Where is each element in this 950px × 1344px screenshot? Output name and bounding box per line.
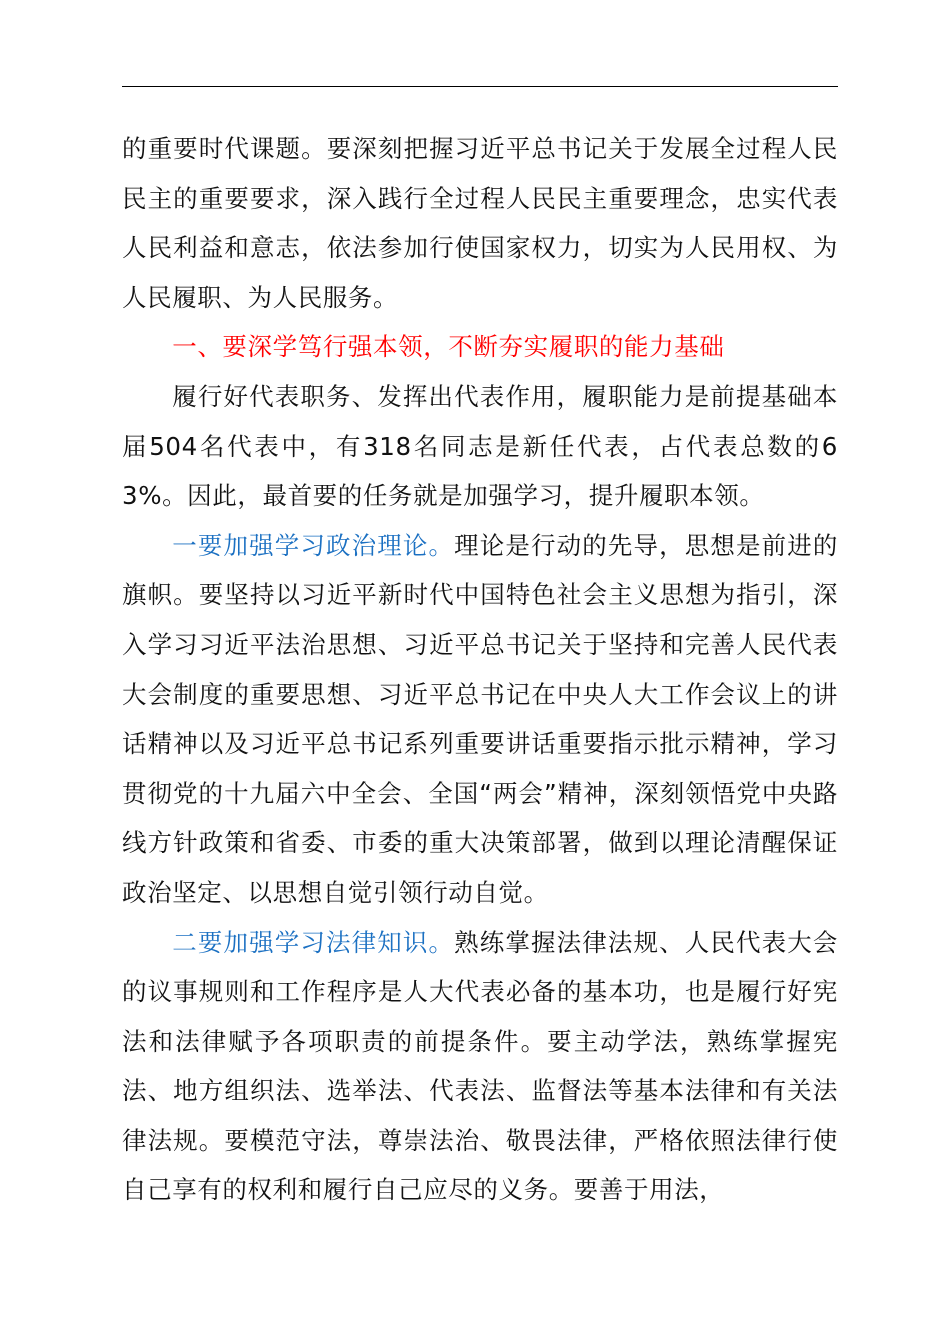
paragraph-intro [122, 372, 838, 521]
paragraph-legal-knowledge [122, 918, 838, 1216]
paragraph-text: 熟练掌握法律法规、人民代表大会的议事规则和工作程序是人大代表必备的基本功，也是履行好宪法和法律赋予各项职责的前提条件。要主动学法，熟练掌握宪法、地方组织法、选举法、代表法、监督法等基本法律和有关法律法规。要模范守法，尊崇法治、敬畏法律，严格依照法律行使自己享有的权利和履行自己应尽的义务。要善于用法， [122, 927, 838, 1205]
section-heading-text: 一、要深学笃行强本领，不断夯实履职的能力基础 [172, 332, 725, 362]
section-heading [122, 322, 838, 372]
header-rule [122, 86, 838, 87]
paragraph-text: 理论是行动的先导，思想是前进的旗帜。要坚持以习近平新时代中国特色社会主义思想为指引，深入学习习近平法治思想、习近平总书记关于坚持和完善人民代表大会制度的重要思想、习近平总书记在中央人大工作会议上的讲话精神以及习近平总书记系列重要讲话重要指示批示精神，学习贯彻党的十九届六中全会、全国“两会”精神，深刻领悟党中央路线方针政策和省委、市委的重大决策部署，做到以理论清醒保证政治坚定、以思想自觉引领行动自觉。 [122, 530, 838, 907]
subheading-lead: 一要加强学习政治理论。 [172, 530, 455, 560]
document-body [122, 124, 838, 1215]
paragraph-continuation [122, 124, 838, 322]
paragraph-text: 的重要时代课题。要深刻把握习近平总书记关于发展全过程人民民主的重要要求，深入践行全过程人民民主重要理念，忠实代表人民利益和意志，依法参加行使国家权力，切实为人民用权、为人民履职、为人民服务。 [122, 134, 838, 312]
subheading-lead: 二要加强学习法律知识。 [172, 927, 455, 957]
paragraph-text: 履行好代表职务、发挥出代表作用，履职能力是前提基础本届504名代表中，有318名同志是新任代表，占代表总数的63%。因此，最首要的任务就是加强学习，提升履职本领。 [122, 381, 838, 511]
paragraph-political-theory [122, 521, 838, 918]
